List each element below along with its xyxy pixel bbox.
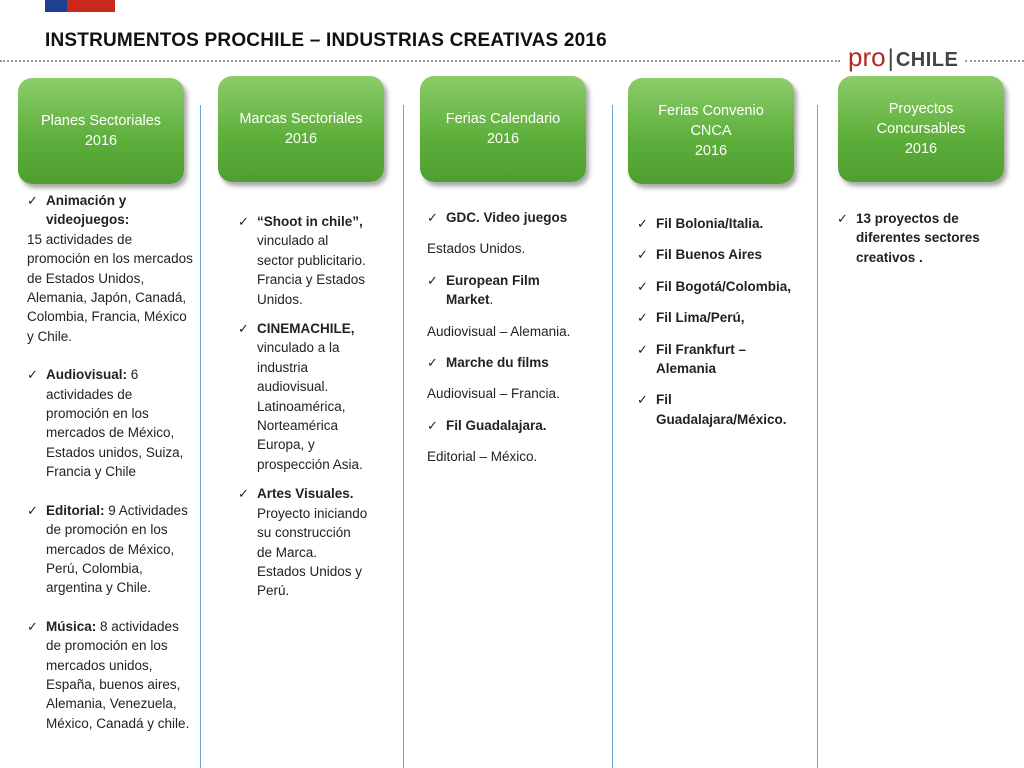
list-item (238, 319, 368, 474)
header-ferias-calendario: Ferias Calendario 2016 (420, 76, 586, 182)
item-title: Fil Bolonia/Italia. (656, 216, 764, 231)
chile-flag-stripe (45, 0, 115, 12)
item-title: Fil Bogotá/Colombia, (656, 278, 791, 294)
logo-separator: | (887, 45, 894, 72)
check-icon: ✓ (637, 341, 648, 357)
check-icon: ✓ (238, 486, 249, 502)
item-title: Marche du films (446, 355, 549, 371)
flag-red-block (67, 0, 115, 12)
item-title: Fil Buenos Aires (656, 247, 763, 263)
list-item (427, 271, 567, 310)
item-title: GDC. Video juegos (446, 210, 568, 225)
page-title: INSTRUMENTOS PROCHILE – INDUSTRIAS CREATIVAS 2016 (45, 30, 607, 51)
item-dot: . (489, 292, 494, 308)
header-proyectos-concursables: Proyectos Concursables 2016 (838, 76, 1004, 182)
header-marcas-sectoriales: Marcas Sectoriales 2016 (218, 76, 384, 182)
item-title: European Film Market (446, 272, 540, 308)
check-icon: ✓ (27, 618, 38, 634)
check-icon: ✓ (637, 216, 648, 231)
check-icon: ✓ (238, 321, 249, 337)
list-item (27, 365, 197, 481)
column-marcas-sectoriales (238, 212, 368, 601)
item-title: Fil Guadalajara. (446, 417, 547, 433)
list-item (637, 308, 807, 327)
item-title: Artes Visuales. (257, 486, 354, 502)
list-item (238, 212, 368, 309)
list-item (637, 390, 792, 429)
prochile-logo (848, 42, 958, 75)
check-icon: ✓ (238, 214, 249, 229)
check-icon: ✓ (427, 355, 438, 371)
list-item (238, 484, 368, 600)
column-ferias-convenio (637, 214, 807, 429)
list-item (637, 277, 807, 296)
check-icon: ✓ (27, 193, 38, 208)
list-item (427, 208, 607, 227)
item-text: 8 actividades de promoción en los mercados unidos, España, buenos aires, Alemania, Venezuela, México, Canadá y chile. (46, 618, 190, 731)
item-text: 9 Actividades de promoción en los mercados de México, Perú, Colombia, argentina y Chile. (46, 502, 188, 596)
item-title: Música: (46, 618, 97, 634)
header-ferias-convenio: Ferias Convenio CNCA 2016 (628, 78, 794, 184)
list-item (837, 209, 1002, 267)
item-title: Animación y videojuegos: (46, 193, 130, 228)
column-divider (200, 105, 201, 768)
item-title: 13 proyectos de diferentes sectores creativos . (856, 211, 980, 265)
item-title-part: Guadalajara/México. (656, 411, 787, 427)
list-item (637, 340, 757, 379)
check-icon: ✓ (427, 210, 438, 225)
check-icon: ✓ (837, 211, 848, 226)
item-title-part: Fil (656, 392, 672, 408)
list-item (427, 416, 607, 435)
column-planes-sectoriales (27, 191, 197, 733)
check-icon: ✓ (427, 417, 438, 433)
list-item (27, 501, 197, 598)
item-text: Audiovisual – Alemania. (427, 323, 571, 339)
list-item (637, 214, 807, 233)
column-divider (817, 105, 818, 768)
check-icon: ✓ (27, 367, 38, 383)
item-title: CINEMACHILE, (257, 321, 355, 337)
item-title (656, 392, 787, 426)
list-item (27, 191, 197, 230)
item-text: 15 actividades de promoción en los mercados de Estados Unidos, Alemania, Japón, Canadá, Colombia, Francia, México y Chile. (27, 231, 193, 344)
item-text: 6 actividades de promoción en los mercados de México, Estados unidos, Suiza, Francia y Chile (46, 367, 184, 480)
item-text: vinculado a la industria audiovisual. Latinoamérica, Norteamérica Europa, y prospección Asia. (257, 340, 363, 472)
list-item (27, 617, 197, 733)
item-text: vinculado al sector publicitario. Francia y Estados Unidos. (257, 233, 366, 307)
item-title: Fil Frankfurt – Alemania (656, 341, 747, 377)
item-text: Proyecto iniciando su construcción de Marca. Estados Unidos y Perú. (257, 505, 368, 599)
item-title: “Shoot in chile”, (257, 214, 363, 229)
logo-chile-text: CHILE (895, 49, 959, 71)
column-ferias-calendario (427, 208, 607, 467)
header-planes-sectoriales: Planes Sectoriales 2016 (18, 78, 184, 184)
check-icon: ✓ (637, 392, 648, 408)
check-icon: ✓ (637, 310, 648, 326)
dotted-divider-right (965, 60, 1024, 62)
check-icon: ✓ (637, 247, 648, 263)
item-title: Fil Lima/Perú, (656, 310, 745, 326)
column-divider (403, 105, 404, 768)
item-title: Audiovisual: (46, 367, 128, 383)
check-icon: ✓ (637, 278, 648, 294)
dotted-divider (0, 60, 840, 62)
item-text: Estados Unidos. (427, 241, 526, 257)
list-item (427, 353, 607, 372)
column-divider (612, 105, 613, 768)
list-item (637, 245, 807, 264)
check-icon: ✓ (427, 272, 438, 288)
column-proyectos-concursables (837, 209, 1002, 267)
item-text: Audiovisual – Francia. (427, 386, 560, 402)
logo-pro-text: pro (848, 42, 886, 72)
item-title: Editorial: (46, 502, 105, 518)
flag-blue-block (45, 0, 67, 12)
check-icon: ✓ (27, 502, 38, 518)
item-text: Editorial – México. (427, 449, 538, 465)
